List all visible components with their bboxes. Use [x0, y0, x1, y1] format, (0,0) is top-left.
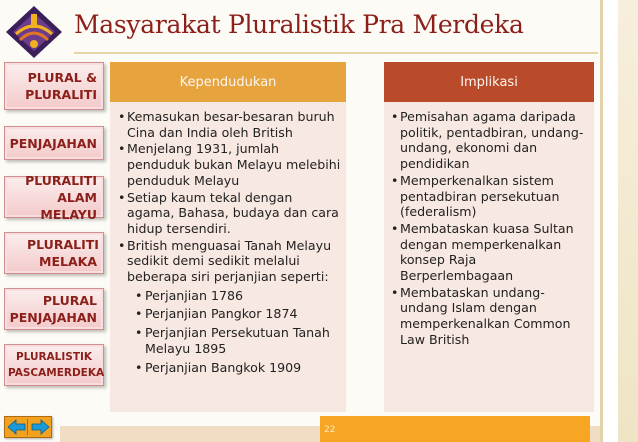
- sidebar-item-plural-pluraliti[interactable]: [4, 62, 104, 110]
- sidebar-item-pluraliti-alam-melayu[interactable]: [4, 172, 104, 222]
- sidebar-item-label: PLURAL PENJAJAHAN: [9, 293, 97, 325]
- list-item: [118, 238, 342, 376]
- sidebar-item-pluraliti-melaka[interactable]: [4, 232, 104, 274]
- next-slide-button[interactable]: [28, 416, 54, 438]
- arrow-right-icon: [28, 416, 54, 438]
- kependudukan-header: Kependudukan: [110, 62, 346, 102]
- sidebar-item-label: PLURALISTIK PASCAMERDEKA: [8, 351, 105, 379]
- sidebar-item-label: PENJAJAHAN: [9, 135, 97, 151]
- list-item: • Membataskan kuasa Sultan dengan memperkenalkan konsep Raja Berperlembagaan: [391, 221, 590, 284]
- sub-list-item: • Perjanjian 1786: [127, 288, 342, 304]
- implikasi-panel: [384, 102, 594, 412]
- list-item: • Setiap kaum tekal dengan agama, Bahasa, budaya dan cara hidup tersendiri.: [118, 190, 342, 237]
- university-logo-icon: [4, 4, 64, 60]
- right-edge-texture: [618, 0, 638, 442]
- implikasi-list: [391, 109, 590, 348]
- sidebar-item-plural-penjajahan[interactable]: [4, 288, 104, 330]
- prev-slide-button[interactable]: [4, 416, 30, 438]
- sidebar-item-label: PLURALITI MELAKA: [27, 237, 99, 269]
- list-item: • Pemisahan agama daripada politik, pentadbiran, undang-undang, ekonomi dan pendidikan: [391, 109, 590, 172]
- kependudukan-panel: [110, 102, 346, 412]
- list-item: • Memperkenalkan sistem pentadbiran persekutuan (federalism): [391, 173, 590, 220]
- sidebar-item-pluralistik-pascamerdeka[interactable]: [4, 344, 104, 386]
- sub-list-item: • Perjanjian Persekutuan Tanah Melayu 1895: [127, 325, 342, 356]
- title-underline: [74, 52, 598, 54]
- sub-list-item: • Perjanjian Bangkok 1909: [127, 360, 342, 376]
- list-item: • Membataskan undang-undang Islam dengan memperkenalkan Common Law British: [391, 285, 590, 348]
- perjanjian-sublist: [127, 288, 342, 376]
- sidebar-item-label: PLURAL & PLURALITI: [25, 70, 97, 102]
- sub-list-item: • Perjanjian Pangkor 1874: [127, 306, 342, 322]
- list-item-text: British menguasai Tanah Melayu sedikit demi sedikit melalui beberapa siri perjanjian seperti:: [127, 237, 332, 285]
- sidebar-item-penjajahan[interactable]: [4, 126, 104, 160]
- list-item: • Kemasukan besar-besaran buruh Cina dan India oleh British: [118, 109, 342, 140]
- page-number: 22: [320, 416, 590, 442]
- list-item: • Menjelang 1931, jumlah penduduk bukan Melayu melebihi penduduk Melayu: [118, 141, 342, 188]
- page-title: Masyarakat Pluralistik Pra Merdeka: [74, 10, 524, 39]
- implikasi-header: Implikasi: [384, 62, 594, 102]
- kependudukan-list: [118, 109, 342, 375]
- sidebar-item-label: PLURALITI ALAM MELAYU: [25, 172, 97, 222]
- arrow-left-icon: [4, 416, 30, 438]
